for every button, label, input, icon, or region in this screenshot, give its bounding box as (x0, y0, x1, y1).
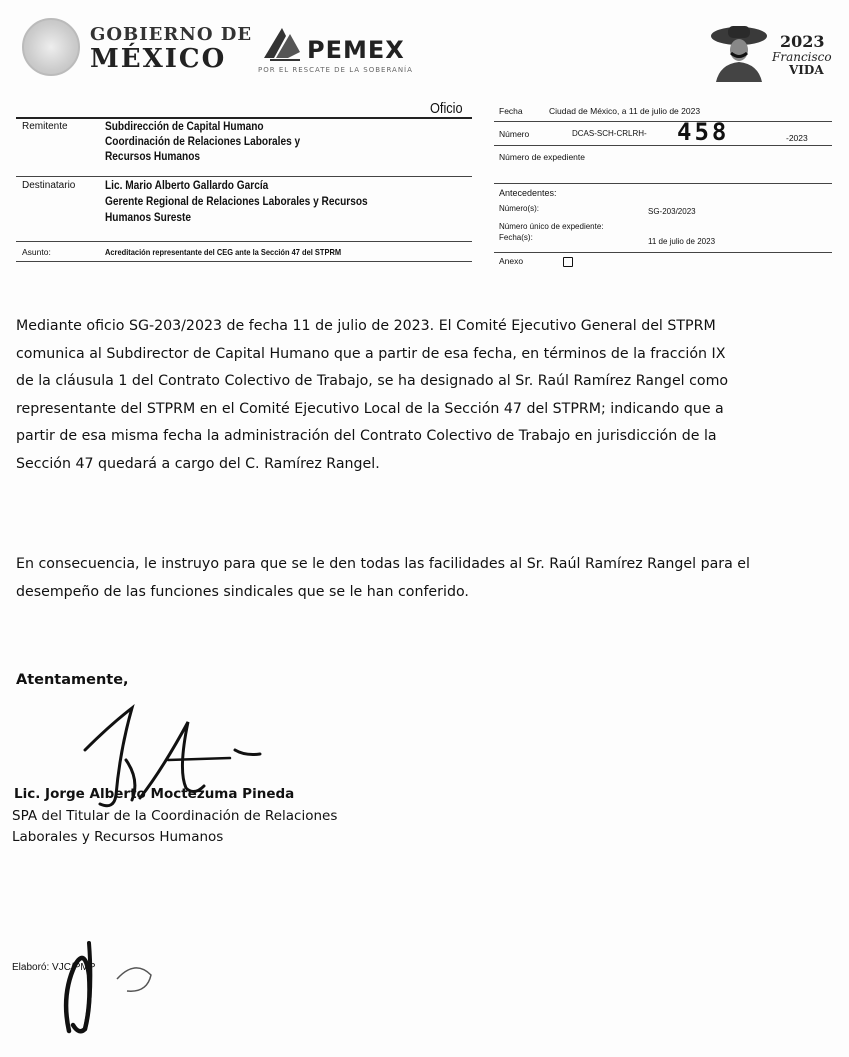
asunto-text: Acreditación representante del CEG ante la Sección 47 del STPRM (105, 247, 342, 257)
body-paragraph-2 (16, 551, 836, 606)
signer-title-line-1: SPA del Titular de la Coordinación de Relaciones (12, 808, 338, 824)
remitente-label: Remitente (22, 121, 68, 132)
numero-value: 458 (677, 118, 730, 146)
body-line: Mediante oficio SG-203/2023 de fecha 11 de julio de 2023. El Comité Ejecutivo General del STPRM (16, 318, 716, 334)
antecedentes-label: Antecedentes: (499, 188, 557, 198)
closing-atentamente: Atentamente, (16, 672, 129, 688)
divider (494, 121, 832, 122)
fechas-value: 11 de julio de 2023 (648, 237, 716, 246)
remitente-line-1: Subdirección de Capital Humano (105, 121, 264, 133)
mexico-seal-logo (22, 18, 80, 76)
body-paragraph-1 (16, 313, 836, 478)
fecha-value: Ciudad de México, a 11 de julio de 2023 (549, 106, 701, 116)
gobierno-de-text: GOBIERNO DE (90, 24, 253, 45)
pemex-tagline: POR EL RESCATE DE LA SOBERANÍA (258, 66, 413, 74)
numero-suffix: -2023 (786, 133, 808, 143)
divider (16, 176, 472, 177)
divider (16, 241, 472, 242)
anexo-checkbox[interactable] (563, 257, 573, 267)
destinatario-line-1: Lic. Mario Alberto Gallardo García (105, 180, 269, 192)
signer-name: Lic. Jorge Alberto Moctezuma Pineda (14, 786, 295, 802)
body-line: En consecuencia, le instruyo para que se le den todas las facilidades al Sr. Raúl Ramírez Rangel para el (16, 556, 750, 572)
fechas-label: Fecha(s): (499, 233, 533, 242)
asunto-label: Asunto: (22, 247, 51, 257)
expediente-label: Número de expediente (499, 152, 586, 162)
body-line: representante del STPRM en el Comité Ejecutivo Local de la Sección 47 del STPRM; indicando que a (16, 400, 724, 417)
divider (16, 117, 472, 119)
zapata-portrait-logo (708, 22, 770, 82)
anexo-label: Anexo (499, 256, 524, 266)
year-2023-logo: 2023 (780, 32, 825, 51)
body-line: desempeño de las funciones sindicales que se le han conferido. (16, 583, 469, 600)
handwritten-initials (55, 935, 175, 1035)
remitente-line-2: Coordinación de Relaciones Laborales y (105, 136, 301, 148)
divider (494, 145, 832, 146)
elaboro-initials: Elaboró: VJC/PMP (12, 962, 96, 973)
remitente-line-3: Recursos Humanos (105, 151, 201, 163)
numeros-label: Número(s): (499, 204, 540, 213)
numero-label: Número (499, 129, 530, 139)
pemex-wordmark: PEMEX (307, 36, 405, 64)
destinatario-line-2: Gerente Regional de Relaciones Laborales y Recursos (105, 196, 368, 208)
numeros-value: SG-203/2023 (648, 207, 696, 216)
body-line: partir de esa misma fecha la administración del Contrato Colectivo de Trabajo en jurisdicción de la (16, 428, 717, 444)
signer-title-line-2: Laborales y Recursos Humanos (12, 829, 224, 845)
pemex-eagle-logo (260, 24, 304, 64)
divider (494, 183, 832, 184)
vida-logo-text: VIDA (789, 63, 824, 77)
divider (494, 252, 832, 253)
oficio-label: Oficio (430, 100, 463, 117)
divider (16, 261, 472, 262)
mexico-text: MÉXICO (90, 44, 227, 74)
destinatario-label: Destinatario (22, 180, 76, 191)
body-line: de la cláusula 1 del Contrato Colectivo de Trabajo, se ha designado al Sr. Raúl Ramírez Rangel como (16, 373, 729, 389)
destinatario-line-3: Humanos Sureste (105, 212, 192, 224)
body-line: comunica al Subdirector de Capital Humano que a partir de esa fecha, en términos de la fracción IX (16, 345, 726, 362)
francisco-logo-text: Francisco (772, 50, 832, 64)
fecha-label: Fecha (499, 106, 523, 116)
numero-prefix: DCAS-SCH-CRLRH- (572, 129, 647, 138)
body-line: Sección 47 quedará a cargo del C. Ramírez Rangel. (16, 455, 380, 472)
unico-expediente-label: Número único de expediente: (499, 222, 604, 231)
